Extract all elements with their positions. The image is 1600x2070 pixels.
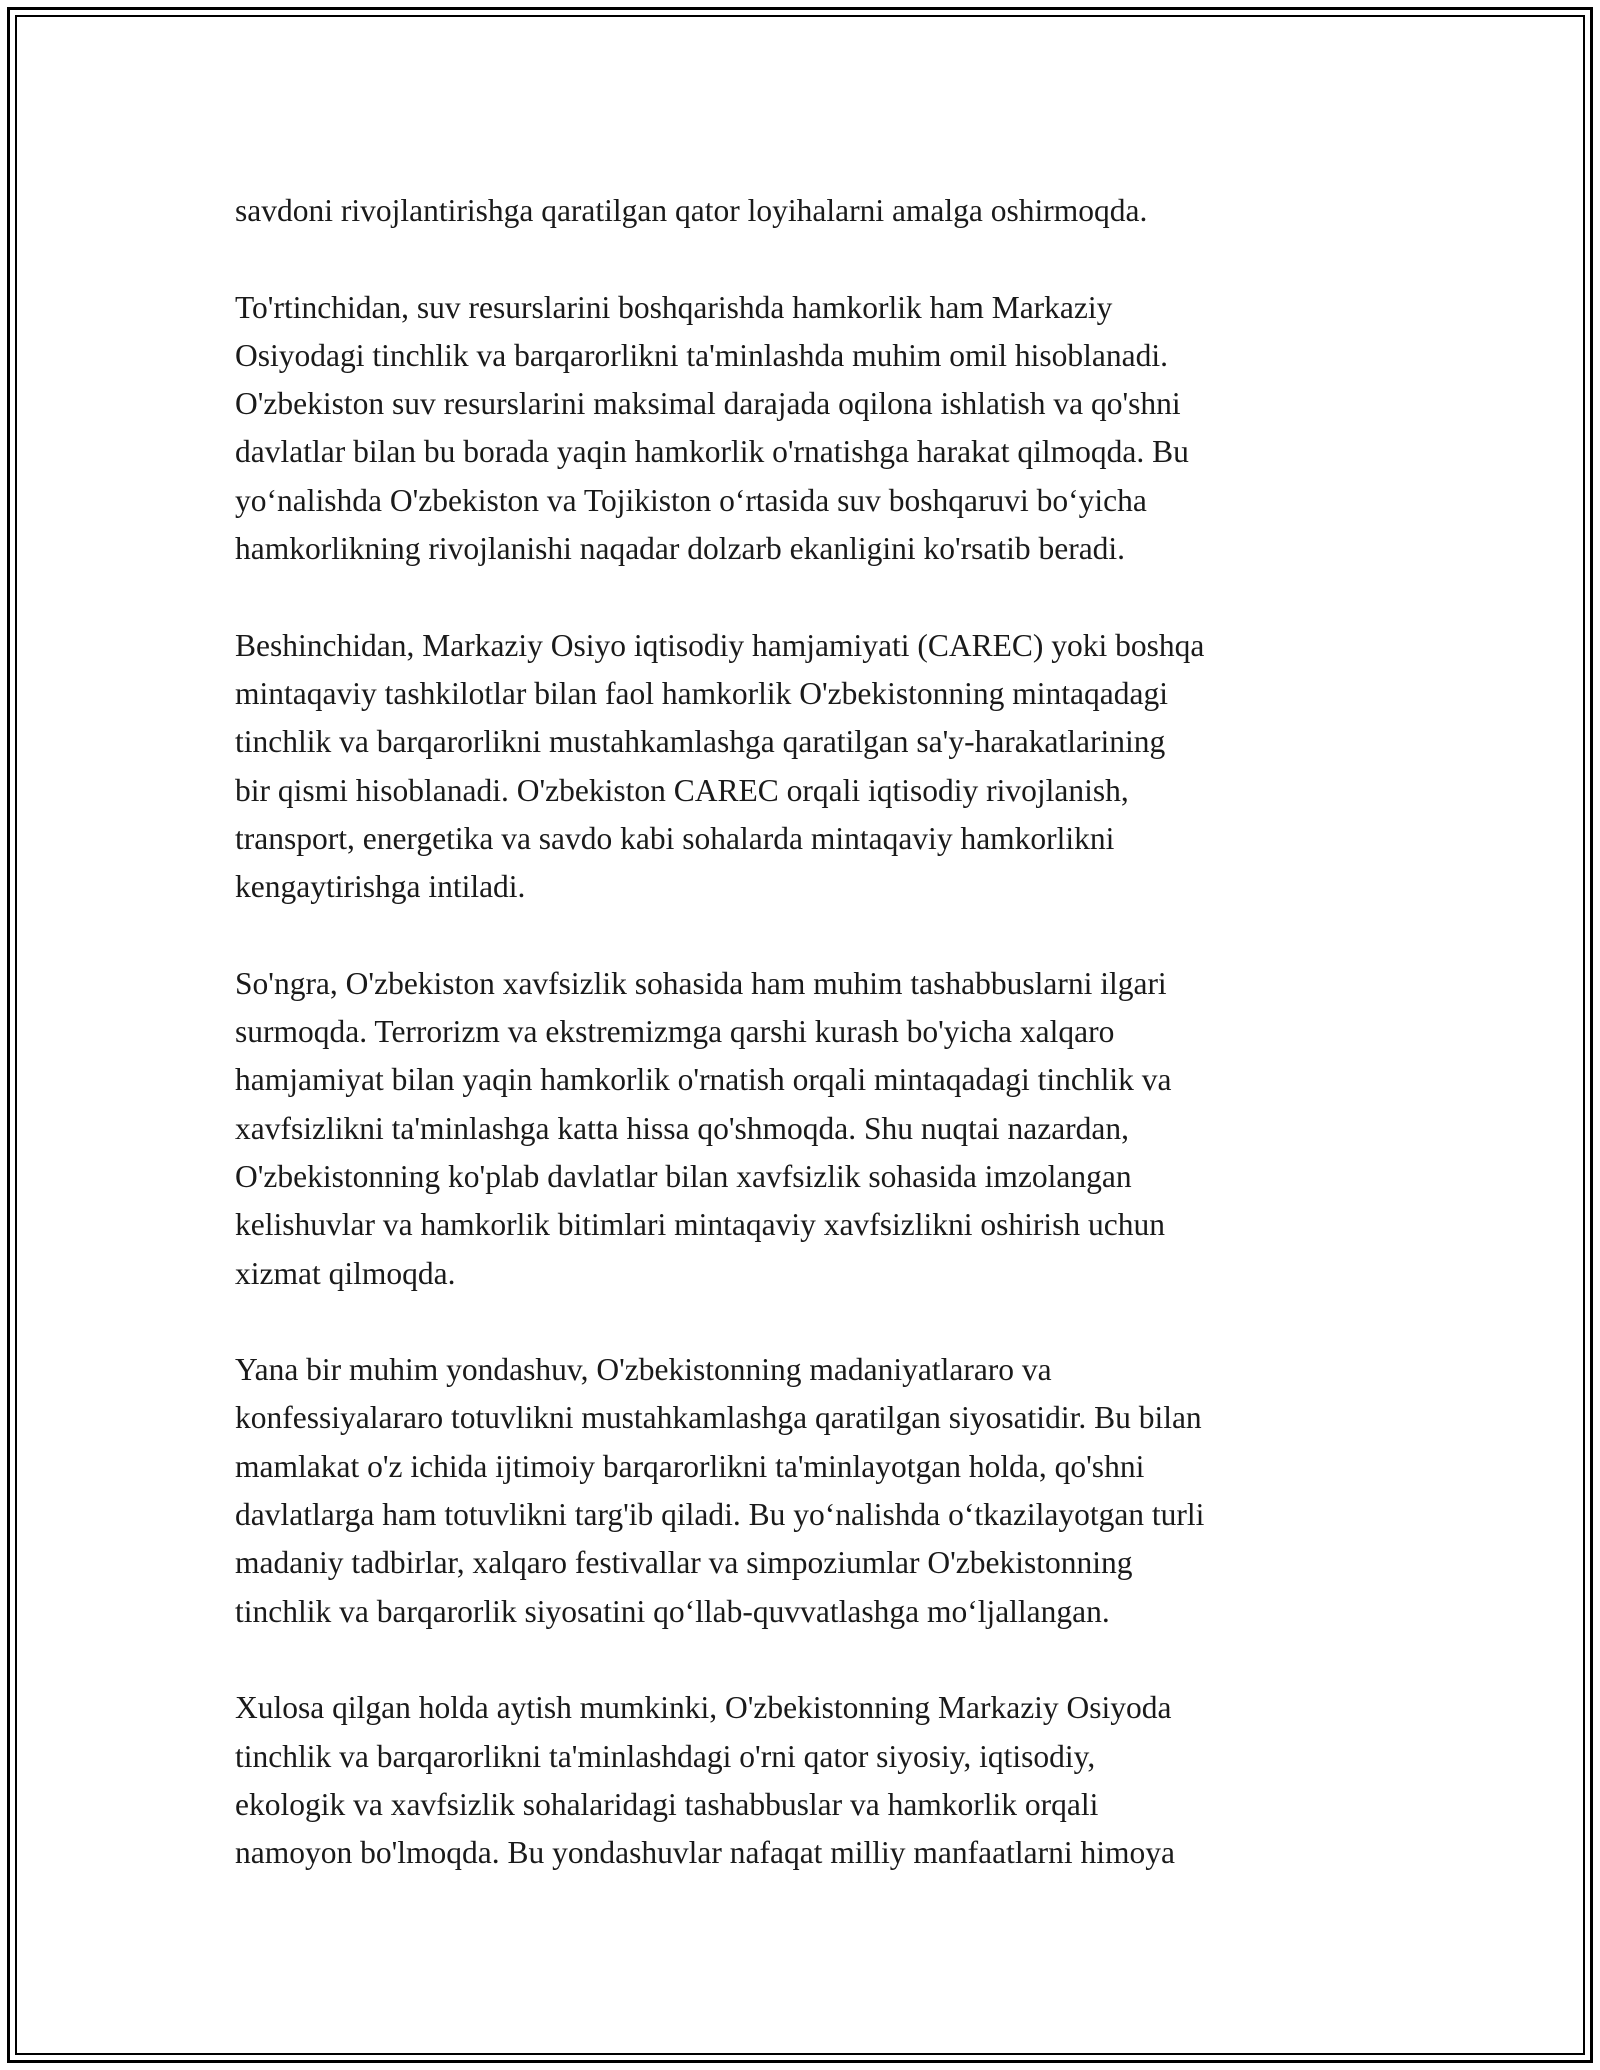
document-body bbox=[235, 187, 1385, 1926]
paragraph-1: savdoni rivojlantirishga qaratilgan qator loyihalarni amalga oshirmoqda. bbox=[235, 193, 1148, 228]
paragraph-4: So'ngra, O'zbekiston xavfsizlik sohasida ham muhim tashabbuslarni ilgari surmoqda. Terrorizm va ekstremizmga qarshi kurash bo'yicha xalqaro hamjamiyat bilan yaqin hamkorlik o'rnatish orqali mintaqadagi tinchlik va xavfsizlikni ta'minlashga katta hissa qo'shmoqda. Shu nuqtai nazardan, O'zbekistonning ko'plab davlatlar bilan xavfsizlik sohasida imzolangan kelishuvlar va hamkorlik bitimlari mintaqaviy xavfsizlikni oshirish uchun xizmat qilmoqda. bbox=[235, 965, 1172, 1291]
paragraph-2: To'rtinchidan, suv resurslarini boshqarishda hamkorlik ham Markaziy Osiyodagi tinchlik va barqarorlikni ta'minlashda muhim omil hisoblanadi. O'zbekiston suv resurslarini maksimal darajada oqilona ishlatish va qo'shni davlatlar bilan bu borada yaqin hamkorlik o'rnatishga harakat qilmoqda. Bu yo‘nalishda O'zbekiston va Tojikiston o‘rtasida suv boshqaruvi bo‘yicha hamkorlikning rivojlanishi naqadar dolzarb ekanligini ko'rsatib beradi. bbox=[235, 289, 1189, 567]
paragraph-3: Beshinchidan, Markaziy Osiyo iqtisodiy hamjamiyati (CAREC) yoki boshqa mintaqaviy tashkilotlar bilan faol hamkorlik O'zbekistonning mintaqadagi tinchlik va barqarorlikni mustahkamlashga qaratilgan sa'y-harakatlarining bir qismi hisoblanadi. O'zbekiston CAREC orqali iqtisodiy rivojlanish, transport, energetika va savdo kabi sohalarda mintaqaviy hamkorlikni kengaytirishga intiladi. bbox=[235, 627, 1205, 905]
paragraph-5: Yana bir muhim yondashuv, O'zbekistonning madaniyatlararo va konfessiyalararo totuvlikni mustahkamlashga qaratilgan siyosatidir. Bu bilan mamlakat o'z ichida ijtimoiy barqarorlikni ta'minlayotgan holda, qo'shni davlatlarga ham totuvlikni targ'ib qiladi. Bu yo‘nalishda o‘tkazilayotgan turli madaniy tadbirlar, xalqaro festivallar va simpoziumlar O'zbekistonning tinchlik va barqarorlik siyosatini qo‘llab-quvvatlashga mo‘ljallangan. bbox=[235, 1352, 1205, 1629]
paragraph-6: Xulosa qilgan holda aytish mumkinki, O'zbekistonning Markaziy Osiyoda tinchlik va barqarorlikni ta'minlashdagi o'rni qator siyosiy, iqtisodiy, ekologik va xavfsizlik sohalaridagi tashabbuslar va hamkorlik orqali namoyon bo'lmoqda. Bu yondashuvlar nafaqat milliy manfaatlarni himoya bbox=[235, 1690, 1175, 1871]
